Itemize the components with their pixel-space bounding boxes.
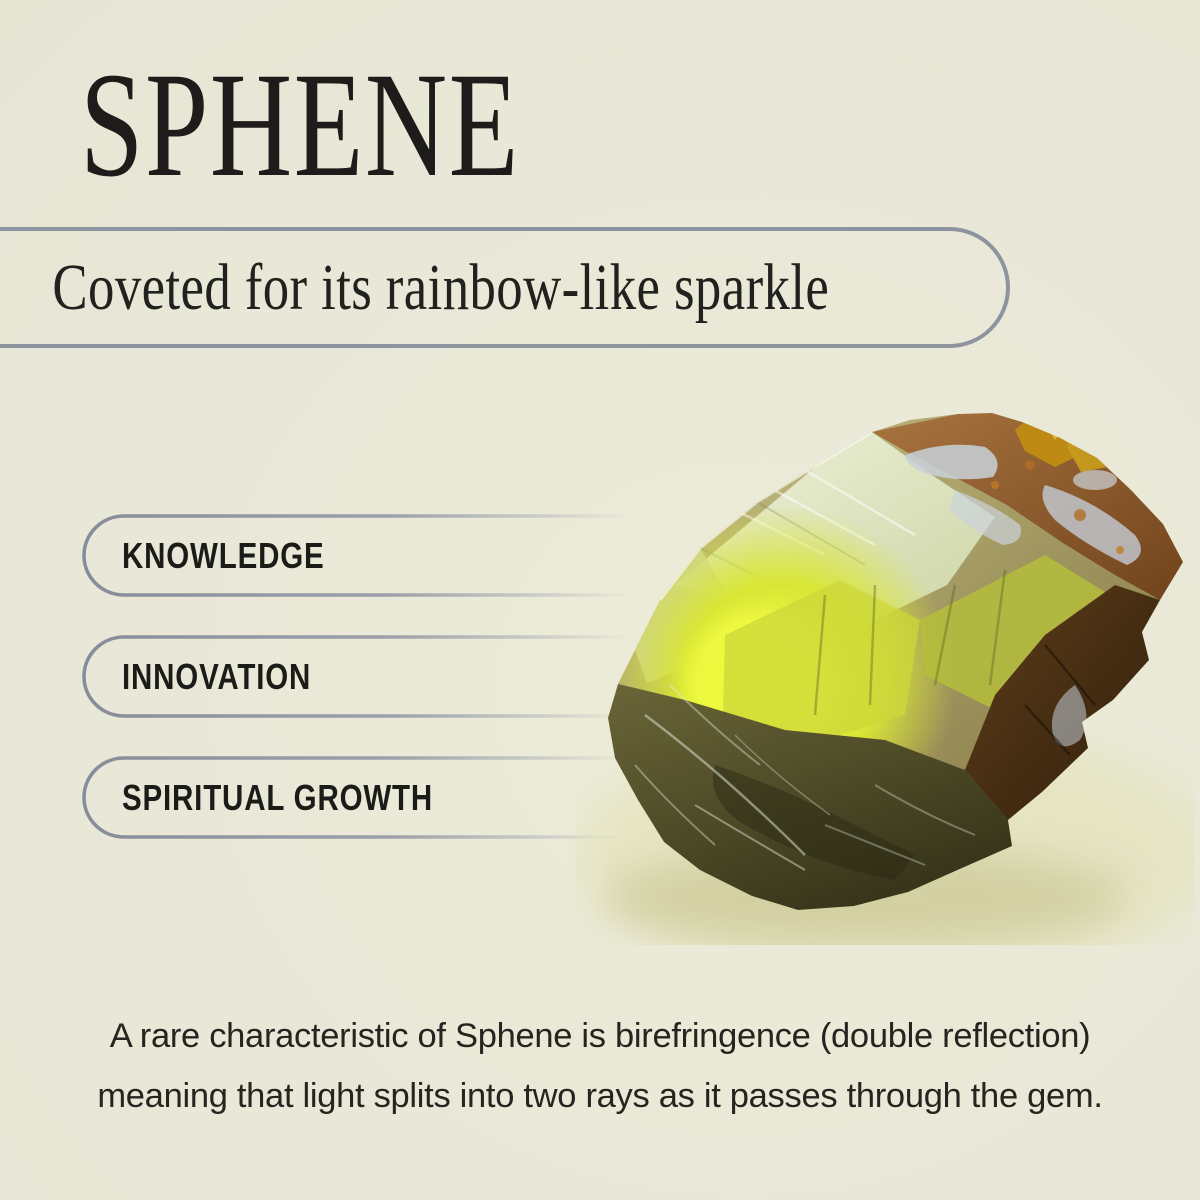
tagline-pill: [0, 227, 1010, 348]
trait-label: INNOVATION: [122, 656, 312, 697]
description-line-2: meaning that light splits into two rays as it passes through the gem.: [97, 1077, 1103, 1115]
gem-photo: [575, 385, 1195, 945]
tagline-text: Coveted for its rainbow-like sparkle: [52, 250, 830, 324]
description-text: [0, 1006, 1200, 1126]
page-title: SPHENE: [80, 42, 520, 208]
trait-label: KNOWLEDGE: [122, 535, 325, 576]
trait-pill-knowledge: [82, 513, 642, 599]
sphene-crystal-illustration: [575, 385, 1195, 945]
trait-pill-innovation: [82, 634, 642, 720]
trait-pill-spiritual-growth: [82, 755, 642, 841]
trait-label: SPIRITUAL GROWTH: [122, 777, 434, 818]
description-line-1: A rare characteristic of Sphene is birefringence (double reflection): [109, 1017, 1091, 1055]
